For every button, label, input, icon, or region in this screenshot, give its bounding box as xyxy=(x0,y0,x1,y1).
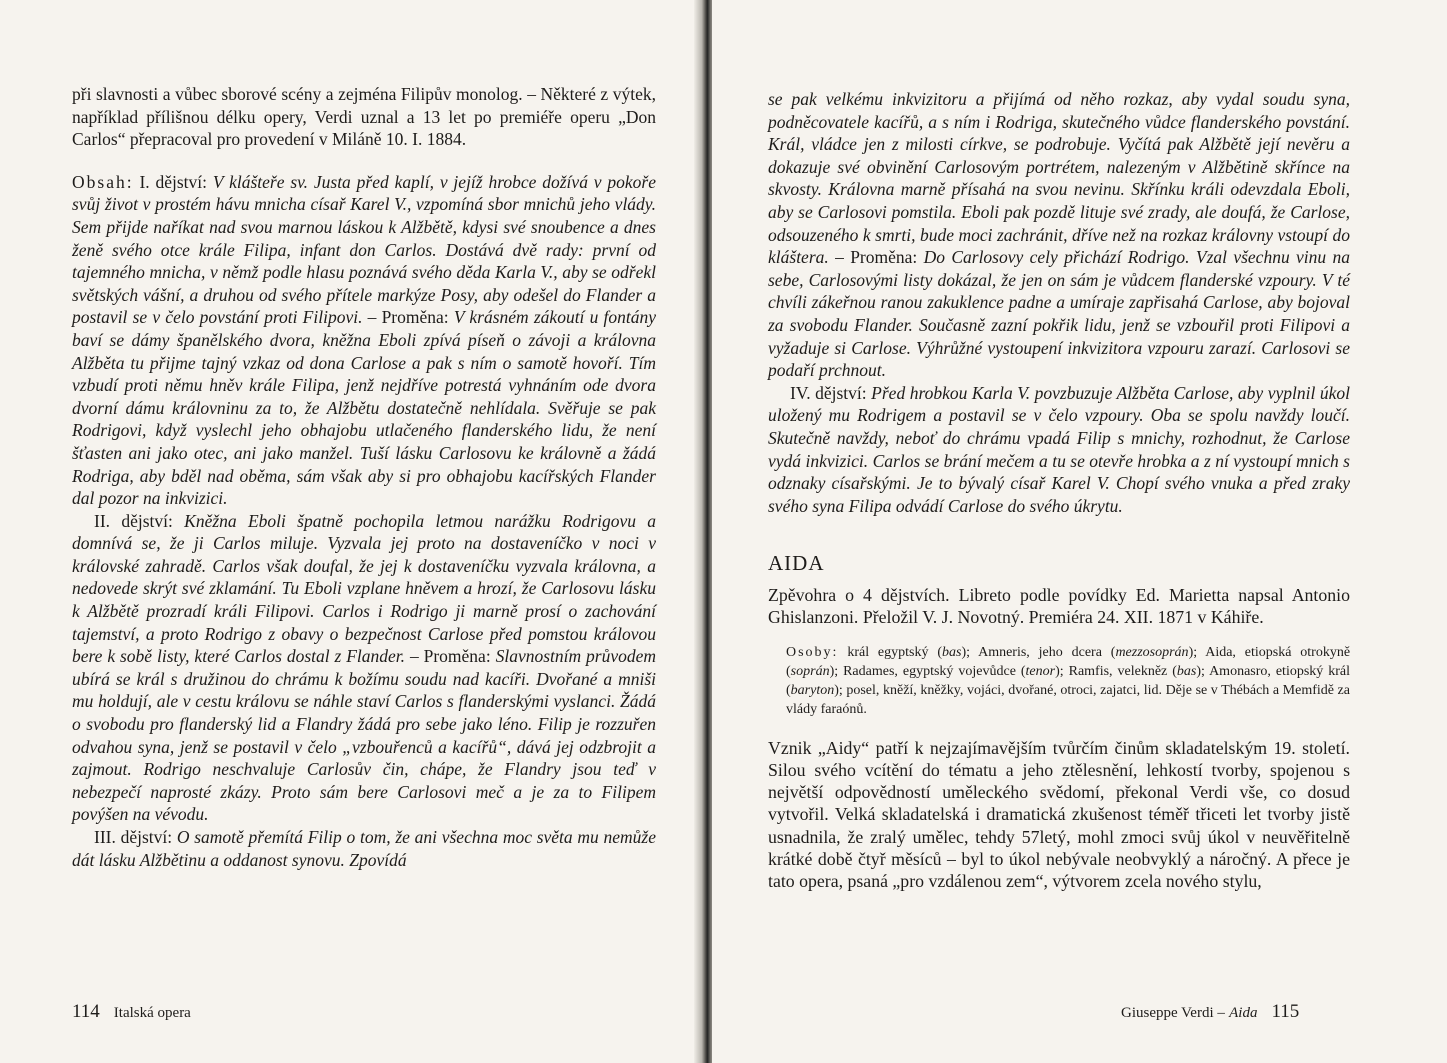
cast-voice: bas xyxy=(942,644,962,660)
cast-role: Amonasro, etiopský král ( xyxy=(786,663,1351,698)
body-paragraph: Vznik „Aidy“ patří k nejzajímavějším tvůrčím činům skladatelským 19. století. Silou svého vcítění do tématu a jeho ztělesnění, lehkostí tvorby, spojenou s největší odpovědností uměleckého svědomí, překonal Verdi vše, co dosud vytvořil. Velká skladatelská i dramatická zkušenost téměř třiceti let tvorby jistě usnadnila, že zralý umělec, tehdy 57letý, mohl zmoci svůj úkol v neuvěřitelně krátké době čtyř měsíců – byl to úkol nebývale neobvyklý a náročný. A přece je tato opera, psaná „pro vzdálenou zem“, výtvorem zcela nového stylu, xyxy=(768,737,1350,891)
page-number-right: 115 xyxy=(1271,1001,1300,1022)
running-head-right: Giuseppe Verdi – xyxy=(1121,1005,1225,1021)
act4-paragraph xyxy=(768,382,1350,518)
page-number-left: 114 xyxy=(72,1001,100,1022)
act4-label: IV. dějství: xyxy=(790,382,867,403)
act2-label: II. dějství: xyxy=(94,510,173,531)
left-footer xyxy=(72,1001,191,1023)
cast-voice: bas xyxy=(1176,663,1197,679)
running-head-left: Italská opera xyxy=(113,1005,191,1021)
left-page xyxy=(0,0,706,1063)
promena2-label: Proměna: xyxy=(423,646,491,667)
cast-entry xyxy=(843,664,1069,679)
cast-list xyxy=(786,643,1350,719)
promena3-text: Do Carlosovy cely přichází Rodrigo. Vzal všechnu vinu na sebe, Carlosovými listy dokázal, že jen on sám je vůdcem flanderské vzpoury. V té chvíli zákeřnou ranou zakuklence padne a umíraje zapřisahá Carlose, aby bojoval za svobodu Flander. Současně zazní pokřik lidu, jenž se vzbouřil proti Filipovi a vyžaduje si Carlose. Výhrůžné vystoupení inkvizitora vzpouru zarazí. Carlosovi se podaří prchnout. xyxy=(768,247,1350,381)
obsah-label: Obsah: xyxy=(72,171,134,192)
cast-entry xyxy=(978,645,1205,660)
act3-continued-paragraph xyxy=(768,88,1350,382)
act1-label: I. dějství: xyxy=(139,171,208,192)
cast-role: Ramfis, velekněz ( xyxy=(1068,663,1177,679)
cast-role: Aida, etiopská otrokyně ( xyxy=(786,644,1351,679)
right-page-text xyxy=(768,88,1350,892)
cast-separator: ); xyxy=(1055,663,1069,679)
section-heading: AIDA xyxy=(768,551,825,576)
intro-paragraph: při slavnosti a vůbec sborové scény a zejména Filipův monolog. – Některé z výtek, například přílišnou délku opery, Verdi uznal a 13 let po premiéře operu „Don Carlos“ přepracoval pro provedení v Miláně 10. I. 1884. xyxy=(72,84,656,150)
running-head-right-italic: Aida xyxy=(1229,1005,1258,1021)
osoby-label: Osoby: xyxy=(786,644,839,660)
promena1-label: Proměna: xyxy=(381,307,449,328)
promena1-text: V krásném zákoutí u fontány baví se dámy španělského dvora, kněžna Eboli zpívá píseň o závoji a královna Alžběta tu přijme tajný vzkaz od dona Carlose a pak s ním o samotě hovoří. Tím vzbudí proti němu hněv krále Filipa, jenž nejdříve potrestá vyhnáním ode dvora dvorní dámu královninu za to, že Alžbětu dostatečně nehlídala. Svěřuje se pak Rodrigovi, když vyslechl jeho obhajobu utlačeného flanderského lidu, že není šťasten ani jako otec, ani jako manžel. Tuší lásku Carlosovu ke královně a žádá Rodriga, aby bděl nad oběma, sám však aby si pro obhajobu kacířských Flander dal pozor na inkvizici. xyxy=(72,307,657,509)
cast-voice: soprán xyxy=(790,663,830,679)
promena2-text: Slavnostním průvodem ubírá se král s družinou do chrámu k božímu soudu nad kacíři. Dvořané a mniši mu holdují, ale v cestu královu se náhle staví Carlos s flanderskými vyslanci. Žádá o svobodu pro flanderský lid a Flandry žádá pro sebe jako léno. Filip je rozzuřen odvahou syna, jenž se postavil v čelo „vzbouřenců a kacířů“, dává jej odzbrojit a zajmout. Rodrigo neschvaluje Carlosův čin, chápe, že Flandry jsou teď v nebezpečí naprosté zkázy. Proto sám bere Carlosovi meč a je za to Filipem povýšen na vévodu. xyxy=(72,646,657,825)
cast-voice: mezzosoprán xyxy=(1115,644,1189,660)
cast-role: Radames, egyptský vojevůdce ( xyxy=(843,663,1026,679)
cast-tail: posel, kněží, kněžky, vojáci, dvořané, otroci, zajatci, lid. Děje se v Thébách a Memfidě za vlády faraónů. xyxy=(786,682,1350,717)
act4-text: Před hrobkou Karla V. povzbuzuje Alžběta Carlose, aby vyplnil úkol uložený mu Rodrigem a postavil se v čelo vzpoury. Oba se spolu navždy loučí. Skutečně navždy, neboť do chrámu vpadá Filip s mnichy, rozhodnut, že Carlose vydá inkvizici. Carlos se brání mečem a tu se otevře hrobka a z ní vystoupí mnich s odznaky císařskými. Je to bývalý císař Karel V. Chopí svého vnuka a před zraky svého syna Filipa odvádí Carlose do svého úkrytu. xyxy=(768,382,1350,516)
act1-text: V klášteře sv. Justa před kaplí, v jejíž hrobce dožívá v pokoře svůj život v prostém hávu mnicha císař Karel V., vzpomíná sbor mnichů jeho vlády. Sem přijde naříkat nad svou marnou láskou k Alžbětě, kdysi své snoubence a dnes ženě svého otce krále Filipa, infant don Carlos. Dostává dvě rady: první od tajemného mnicha, v němž podle hlasu poznává svého děda Karla V., aby se odřekl světských vášní, a druhou od svého přítele markýze Posy, aby odešel do Flander a postavil se v čelo povstání proti Filipovi. – xyxy=(72,171,657,328)
act3-paragraph xyxy=(72,826,656,871)
act3-text: O samotě přemítá Filip o tom, že ani všechna moc světa mu nemůže dát lásku Alžbětinu a oddanost synovu. Zpovídá xyxy=(72,827,656,870)
cast-separator: ); xyxy=(1188,644,1206,660)
cast-entry xyxy=(1069,664,1209,679)
cast-entry xyxy=(847,645,978,660)
promena3-label: Proměna: xyxy=(850,247,918,268)
cast-separator: ); xyxy=(829,663,844,679)
act3-cont-text: se pak velkému inkvizitoru a přijímá od něho rozkaz, aby vydal soudu syna, podněcovatele kacířů, a s ním i Rodriga, skutečného vůdce flanderského povstání. Král, vládce jen z milosti církve, se podrobuje. Vyčítá pak Alžbětě její nevěru a dokazuje své obvinění Carlosovým portrétem, nalezeným v Alžbětině skřínce na skvosty. Královna marně přísahá na svou nevinu. Skřínku králi odevzdala Eboli, aby se Carlosovi pomstila. Eboli pak pozdě lituje své zrady, ale doufá, že Carlose, odsouzeného k smrti, bude moci zachránit, dříve než na rozkaz královny vstoupí do kláštera. – xyxy=(768,89,1350,268)
right-footer xyxy=(1121,1001,1299,1023)
act2-text: Kněžna Eboli špatně pochopila letmou narážku Rodrigovu a domnívá se, že ji Carlos miluje. Vyzvala jej proto na dostaveníčko v noci v královské zahradě. Carlos však doufal, že jej k dostaveníčku vyzvala královna, a nedovede skrýt své zklamání. Tu Eboli vzplane hněvem a hrozí, že Carlosovu lásku k Alžbětě prozradí králi Filipovi. Carlos i Rodrigo ji marně prosí o zachování tajemství, a proto Rodrigo z obavy o bezpečnost Carlose před pomstou královou bere k sobě listy, které Carlos dostal z Flander. – xyxy=(72,510,657,667)
cast-separator: ); xyxy=(834,682,847,698)
act2-paragraph xyxy=(72,510,656,826)
synopsis-paragraph: Zpěvohra o 4 dějstvích. Libreto podle povídky Ed. Marietta napsal Antonio Ghislanzoni. Přeložil V. J. Novotný. Premiéra 24. XII. 1871 v Káhiře. xyxy=(768,585,1350,628)
left-page-text xyxy=(72,83,656,871)
cast-role: Amneris, jeho dcera ( xyxy=(978,644,1116,660)
cast-separator: ); xyxy=(961,644,979,660)
cast-voice: tenor xyxy=(1025,663,1056,679)
act1-paragraph xyxy=(72,171,656,510)
cast-role: král egyptský ( xyxy=(847,644,942,660)
act3-label: III. dějství: xyxy=(94,827,173,847)
cast-separator: ); xyxy=(1196,663,1210,679)
cast-voice: baryton xyxy=(790,682,835,698)
